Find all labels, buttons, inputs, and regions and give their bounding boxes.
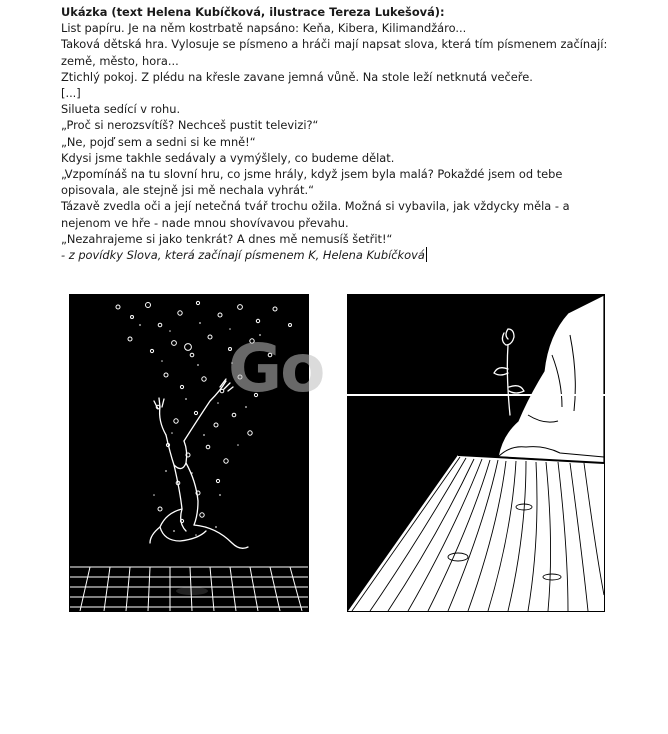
scan-line xyxy=(347,394,605,396)
excerpt-line: nejenom ve hře - nade mnou shovívavou převahu. xyxy=(61,215,349,230)
excerpt-line: opisovala, ale stejně jsi mě nechala vyhrát.“ xyxy=(61,183,314,198)
watermark: Go xyxy=(228,330,324,407)
excerpt-line: List papíru. Je na něm kostrbatě napsáno: Keňa, Kibera, Kilimandžáro... xyxy=(61,21,467,36)
excerpt-line: Taková dětská hra. Vylosuje se písmeno a hráči mají napsat slova, která tím písmenem začínají: xyxy=(61,37,608,52)
excerpt-heading: Ukázka (text Helena Kubíčková, ilustrace Tereza Lukešová): xyxy=(61,5,445,19)
excerpt-line: „Ne, pojď sem a sedni si ke mně!“ xyxy=(61,134,256,149)
excerpt-text xyxy=(61,4,621,263)
excerpt-line: Ztichlý pokoj. Z plédu na křesle zavane jemná vůně. Na stole leží netknutá večeře. xyxy=(61,69,533,84)
text-cursor xyxy=(426,247,427,262)
excerpt-line: Silueta sedící v rohu. xyxy=(61,102,181,117)
excerpt-line: „Nezahrajeme si jako tenkrát? A dnes mě nemusíš šetřit!“ xyxy=(61,231,393,246)
illustration-underwater-figure xyxy=(69,294,309,612)
excerpt-line: [...] xyxy=(61,86,81,101)
excerpt-line: země, město, hora... xyxy=(61,53,179,68)
excerpt-line: „Proč si nerozsvítíš? Nechceš pustit televizi?“ xyxy=(61,118,319,133)
excerpt-line: Tázavě zvedla oči a její netečná tvář trochu ožila. Možná si vybavila, jak vždycky měla - a xyxy=(61,199,570,214)
illustration-table-rose xyxy=(347,294,605,612)
excerpt-line: „Vzpomínáš na tu slovní hru, co jsme hrály, když jsem byla malá? Pokaždé jsem od tebe xyxy=(61,167,563,182)
diver-icon xyxy=(70,295,308,611)
citation-text: - z povídky Slova, která začínají písmenem K, Helena Kubíčková xyxy=(61,248,425,263)
excerpt-citation[interactable] xyxy=(61,247,621,263)
rose-icon xyxy=(348,295,604,611)
excerpt-line: Kdysi jsme takhle sedávaly a vymýšlely, co budeme dělat. xyxy=(61,150,395,165)
